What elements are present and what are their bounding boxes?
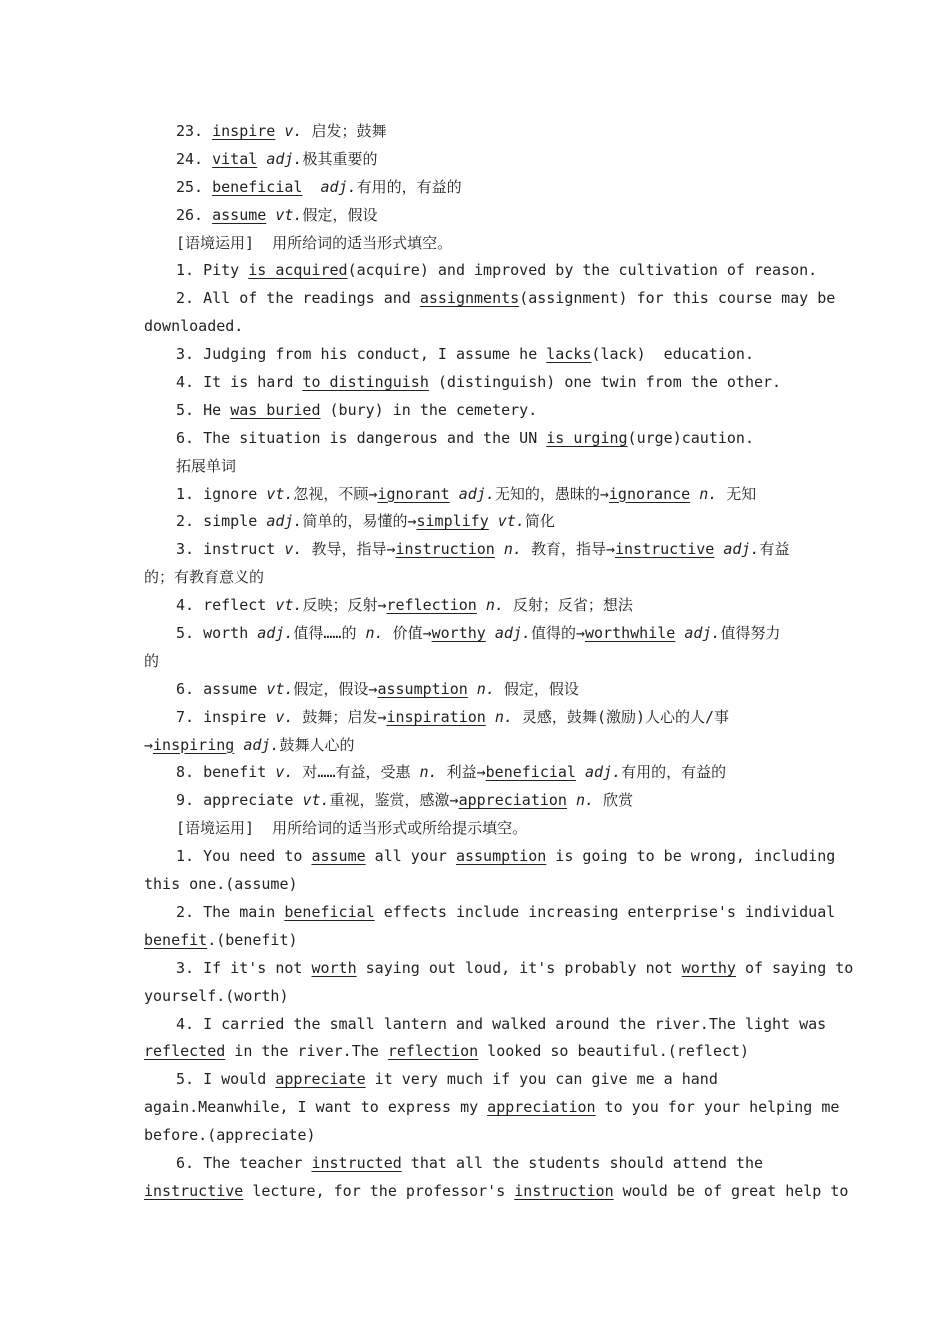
part-of-speech: v. [275,707,294,726]
text-segment [690,485,699,503]
text-segment: 忽视，不顾→ [293,484,378,503]
text-segment: 25. [176,177,213,196]
part-of-speech: n. [575,791,595,810]
text-line [144,369,810,397]
text-segment: 价值→ [383,624,432,643]
answer-blank: to distinguish [302,373,429,392]
part-of-speech: vt. [275,596,303,615]
text-segment: 4. reflect [176,596,276,615]
part-of-speech: vt. [266,679,294,698]
text-segment [468,680,477,698]
text-segment: 1. Pity [176,261,249,280]
text-segment [257,150,266,168]
text-segment: (acquire) and improved by the cultivation of reason. [347,261,818,280]
answer-blank: instructive [144,1181,244,1200]
part-of-speech: adj. [243,735,280,754]
text-segment: 有用的，有益的 [621,763,727,782]
text-line [144,285,836,313]
text-segment: 利益→ [437,763,486,782]
text-line [144,146,810,174]
answer-blank: appreciate [275,1070,366,1089]
answer-blank: beneficial [212,177,303,196]
text-segment: 9. appreciate [176,791,303,810]
text-segment: 鼓舞人心的 [279,735,355,754]
text-segment: 有用的，有益的 [356,177,462,196]
text-segment: 24. [176,149,213,168]
part-of-speech: n. [476,679,495,698]
part-of-speech: n. [503,540,522,559]
part-of-speech: v. [284,540,303,559]
part-of-speech: vt. [266,484,294,503]
answer-blank: beneficial [284,902,375,921]
text-line [144,1122,810,1150]
text-segment: 对……有益，受惠 [293,763,420,782]
part-of-speech: adj. [723,540,760,559]
text-line [144,118,810,146]
text-segment: before.(appreciate) [144,1126,316,1145]
answer-blank: was buried [230,400,321,419]
text-segment: (urge)caution. [627,428,754,447]
text-segment: [语境运用] 用所给词的适当形式或所给提示填空。 [176,819,528,838]
text-line [144,927,810,955]
text-segment [576,763,585,781]
answer-blank: worthy [431,624,486,643]
text-line [144,648,810,676]
answer-blank: vital [212,149,258,168]
text-segment: 6. assume [176,679,267,698]
text-segment: 2. All of the readings and [176,289,420,308]
text-segment: 拓展单词 [176,456,237,475]
text-line [144,899,836,927]
answer-blank: worthy [681,958,736,977]
text-segment: 1. ignore [176,484,267,503]
text-segment: is going to be wrong, including [546,847,836,866]
text-line [144,536,810,564]
text-segment [477,596,486,614]
part-of-speech: vt. [275,205,303,224]
part-of-speech: v. [284,122,303,140]
text-segment: 7. inspire [176,707,276,726]
text-line [144,1011,827,1039]
text-segment: .(benefit) [207,930,298,949]
part-of-speech: adj. [257,624,294,643]
part-of-speech: adj. [585,763,622,782]
answer-blank: assignments [419,289,520,308]
text-segment: 教导，指导→ [302,540,396,559]
text-segment [486,624,495,642]
text-segment: all your [365,847,456,866]
text-segment: in the river.The [225,1042,388,1061]
text-line [144,704,810,732]
part-of-speech: adj. [266,512,303,531]
part-of-speech: adj. [266,149,303,168]
text-line [144,174,810,202]
answer-blank: simplify [416,512,489,531]
answer-blank: assumption [455,847,547,866]
text-line [144,1178,849,1206]
text-segment: 假定，假设 [494,679,579,698]
answer-blank: benefit [144,930,208,949]
text-segment: 26. [176,205,213,224]
text-line [144,1038,810,1066]
part-of-speech: adj. [494,624,531,643]
text-segment: 6. The teacher [176,1153,312,1172]
text-segment: 的；有教育意义的 [144,568,265,587]
part-of-speech: n. [485,596,504,615]
text-segment: 值得……的 [293,624,366,643]
text-segment: of saying to [735,958,854,977]
text-line [144,676,810,704]
text-line [144,1066,810,1094]
text-segment: 假定，假设 [302,205,378,224]
text-segment: → [144,735,154,754]
text-segment: 无知 [717,484,757,503]
text-segment: 极其重要的 [302,149,378,168]
text-segment: looked so beautiful.(reflect) [478,1042,750,1061]
text-segment: this one.(assume) [144,875,298,894]
text-segment [567,791,576,809]
answer-blank: reflection [386,596,477,615]
answer-blank: lacks [546,345,592,364]
document-page [144,118,854,1206]
text-segment [234,736,243,754]
text-line [144,257,818,285]
text-segment: effects include increasing enterprise's individual [374,902,836,921]
text-segment: 无知的，愚昧的→ [494,484,609,503]
text-segment: (bury) in the cemetery. [320,400,538,419]
text-segment: 鼓舞；启发→ [293,707,387,726]
part-of-speech: vt. [302,791,330,810]
answer-blank: ignorance [608,484,691,503]
text-line [144,815,810,843]
text-segment: 5. I would [176,1070,276,1089]
text-segment: (lack) education. [591,345,754,364]
text-line [144,230,810,258]
text-segment: 2. The main [176,902,285,921]
text-segment [450,485,459,503]
text-segment [495,540,504,558]
answer-blank: worth [311,958,357,977]
answer-blank: instruction [514,1181,614,1200]
answer-blank: inspire [212,122,276,140]
answer-blank: instructive [615,540,715,559]
text-segment: saying out loud, it's probably not [356,958,682,977]
text-segment: it very much if you can give me a hand [365,1070,718,1089]
answer-blank: is acquired [248,261,348,280]
text-line [144,592,810,620]
answer-blank: instruction [395,540,495,559]
text-segment: 假定，假设→ [293,679,378,698]
text-segment: 2. simple [176,512,267,531]
text-segment: 8. benefit [176,763,276,782]
text-segment: 3. Judging from his conduct, I assume he [176,345,547,364]
text-line [144,313,810,341]
text-segment: 欣赏 [594,791,634,810]
answer-blank: worthwhile [585,624,676,643]
part-of-speech: adj. [458,484,495,503]
part-of-speech: adj. [684,624,721,643]
text-line [144,453,810,481]
text-line [144,620,810,648]
part-of-speech: n. [419,763,438,782]
text-line [144,871,810,899]
answer-blank: is urging [546,428,628,447]
part-of-speech: adj. [320,177,357,196]
answer-blank: inspiration [386,707,486,726]
part-of-speech: n. [365,624,384,643]
text-segment: again.Meanwhile, I want to express my [144,1098,488,1117]
answer-blank: appreciation [487,1098,596,1117]
answer-blank: assume [212,205,267,224]
text-line [144,481,810,509]
text-segment: lecture, for the professor's [243,1181,515,1200]
text-line [144,759,810,787]
text-segment: 值得的→ [530,624,585,643]
answer-blank: reflection [387,1042,479,1061]
answer-blank: beneficial [485,763,576,782]
text-line [144,397,810,425]
part-of-speech: vt. [497,512,525,531]
text-line [144,564,810,592]
part-of-speech: v. [275,763,294,782]
text-segment: yourself.(worth) [144,986,289,1005]
text-line [144,843,836,871]
part-of-speech: n. [494,707,513,726]
text-segment: 的 [144,651,160,670]
text-segment: 3. If it's not [176,958,312,977]
text-line [144,1150,810,1178]
text-line [144,787,810,815]
text-segment: 3. instruct [176,540,285,559]
part-of-speech: n. [699,484,718,503]
text-line [144,983,810,1011]
text-segment: 4. I carried the small lantern and walked around the river.The light was [176,1014,827,1033]
text-line [144,341,810,369]
answer-blank: assumption [377,679,468,698]
text-segment [302,178,320,196]
answer-blank: reflected [144,1042,226,1061]
text-segment: to you for your helping me [595,1098,840,1117]
text-segment [486,708,495,726]
answer-blank: appreciation [458,791,567,810]
text-line [144,202,810,230]
text-segment: downloaded. [144,317,244,336]
text-segment: 灵感，鼓舞(激励)人心的人/事 [512,707,730,726]
text-segment: 反映；反射→ [302,596,387,615]
text-segment: 5. He [176,400,231,419]
text-line [144,955,854,983]
text-segment: 值得努力 [720,624,781,643]
text-segment [489,512,498,530]
text-segment: (assignment) for this course may be [519,289,836,308]
text-line [144,1094,840,1122]
text-segment: (distinguish) one twin from the other. [428,373,782,392]
answer-blank: assume [311,847,366,866]
answer-blank: ignorant [377,484,450,503]
answer-blank: instructed [311,1153,402,1172]
text-segment: [语境运用] 用所给词的适当形式填空。 [176,233,453,252]
text-segment: 有益 [759,540,790,559]
text-segment: 6. The situation is dangerous and the UN [176,428,547,447]
text-segment [675,624,684,642]
text-segment: 5. worth [176,624,258,643]
text-segment: 启发；鼓舞 [302,122,387,140]
text-segment: 4. It is hard [176,373,303,392]
answer-blank: inspiring [153,735,235,754]
text-segment: 重视，鉴赏，感激→ [329,791,459,810]
text-segment: 简单的，易懂的→ [302,512,417,531]
text-segment: 教育，指导→ [521,540,615,559]
text-line [144,732,810,760]
text-segment: 23. [176,122,213,140]
text-segment: that all the students should attend the [401,1153,764,1172]
text-line [144,425,810,453]
text-segment: 1. You need to [176,847,312,866]
text-segment: would be of great help to [613,1181,849,1200]
text-line [144,508,810,536]
text-segment: 简化 [524,512,555,531]
text-segment [266,206,275,224]
text-segment: 反射；反省；想法 [503,596,633,615]
